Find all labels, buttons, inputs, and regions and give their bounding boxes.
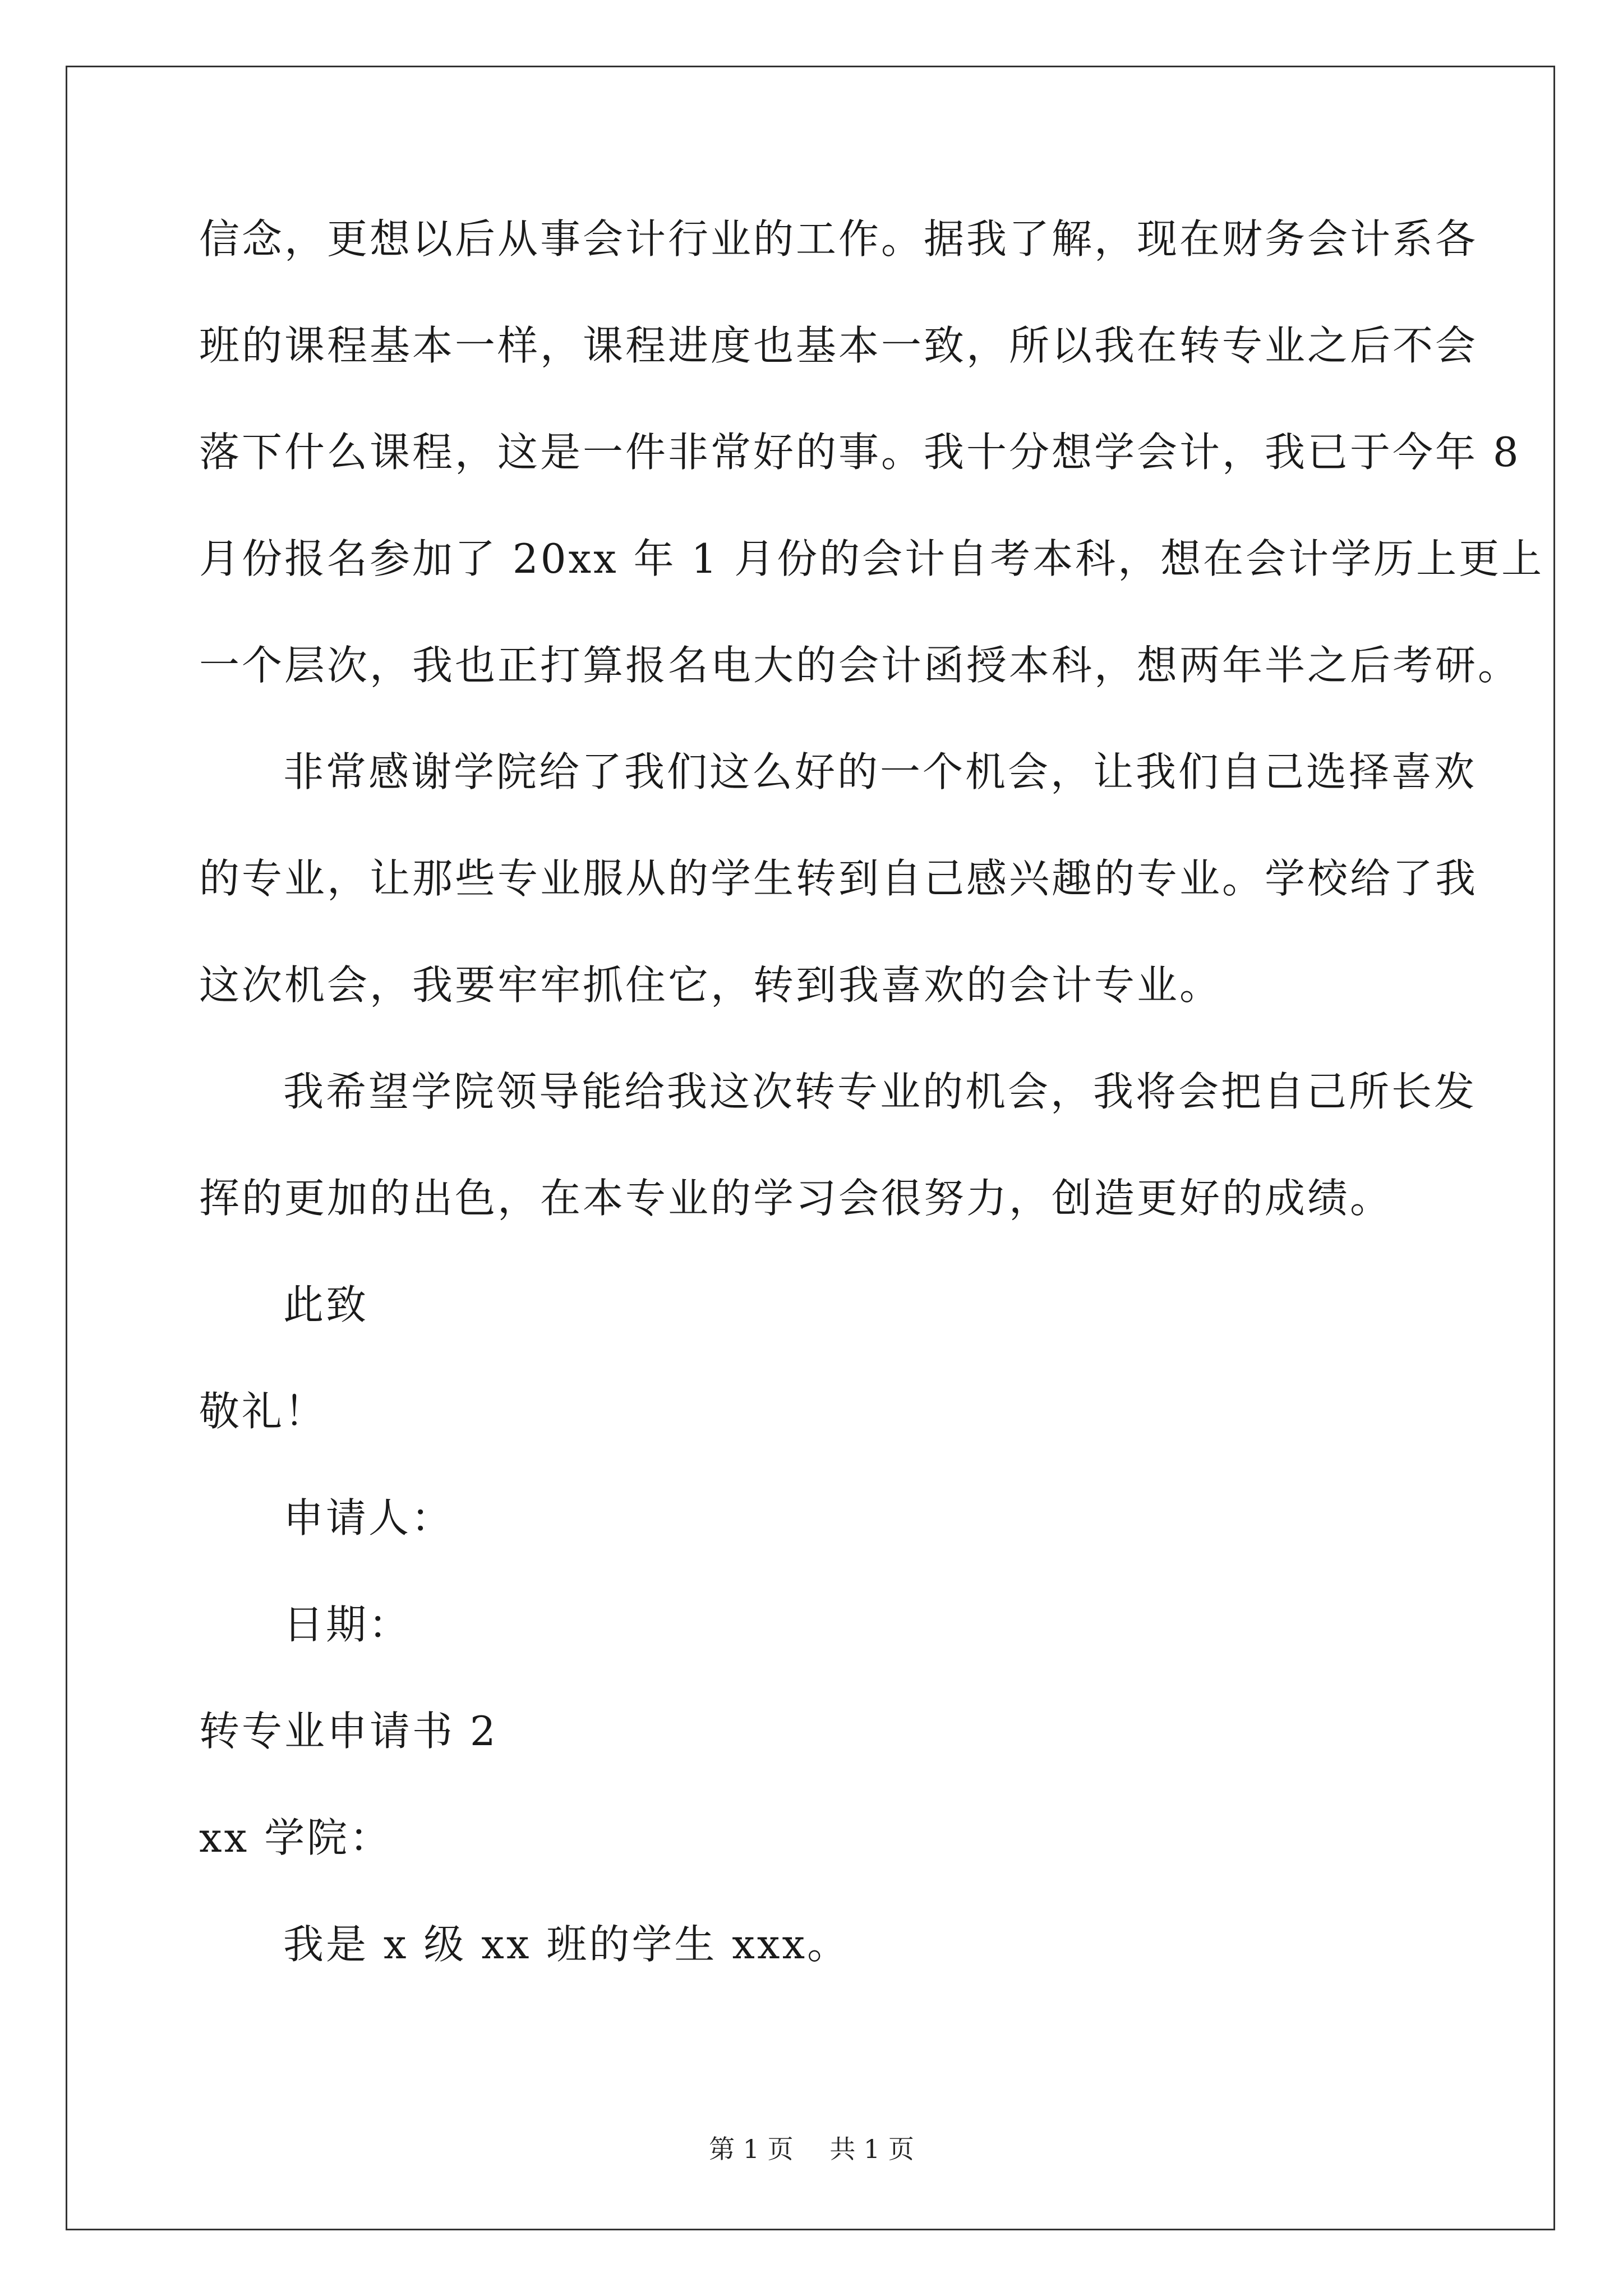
applicant-line: 申请人：: [283, 1494, 454, 1542]
salutation-line: 敬礼！: [199, 1388, 328, 1435]
text-line: 挥的更加的出色，在本专业的学习会很努力，创造更好的成绩。: [199, 1175, 1393, 1222]
document-body: [199, 215, 1544, 2031]
text-line: 班的课程基本一样，课程进度也基本一致，所以我在转专业之后不会: [199, 322, 1478, 369]
page-footer: [0, 2129, 1623, 2166]
text-line: 月份报名参加了 20xx 年 1 月份的会计自考本科，想在会计学历上更上: [199, 535, 1544, 582]
page-number-total: 共 1 页: [829, 2134, 914, 2164]
paragraph-start-line: 非常感谢学院给了我们这么好的一个机会，让我们自己选择喜欢: [283, 748, 1477, 795]
closing-line: 此致: [283, 1281, 369, 1328]
text-line: 落下什么课程，这是一件非常好的事。我十分想学会计，我已于今年 8: [199, 429, 1521, 476]
paragraph-start-line: 我希望学院领导能给我这次转专业的机会，我将会把自己所长发: [283, 1068, 1477, 1115]
text-line: 信念，更想以后从事会计行业的工作。据我了解，现在财务会计系各: [199, 215, 1478, 263]
text-line: 的专业，让那些专业服从的学生转到自己感兴趣的专业。学校给了我: [199, 855, 1478, 902]
addressee-line: xx 学院：: [199, 1814, 393, 1861]
section-title: 转专业申请书 2: [199, 1708, 498, 1755]
text-line: 一个层次，我也正打算报名电大的会计函授本科，想两年半之后考研。: [199, 642, 1521, 689]
date-line: 日期：: [283, 1601, 412, 1648]
text-line: 这次机会，我要牢牢抓住它，转到我喜欢的会计专业。: [199, 961, 1223, 1009]
page-number-current: 第 1 页: [709, 2134, 794, 2164]
paragraph-start-line: 我是 x 级 xx 班的学生 xxx。: [283, 1921, 850, 1968]
